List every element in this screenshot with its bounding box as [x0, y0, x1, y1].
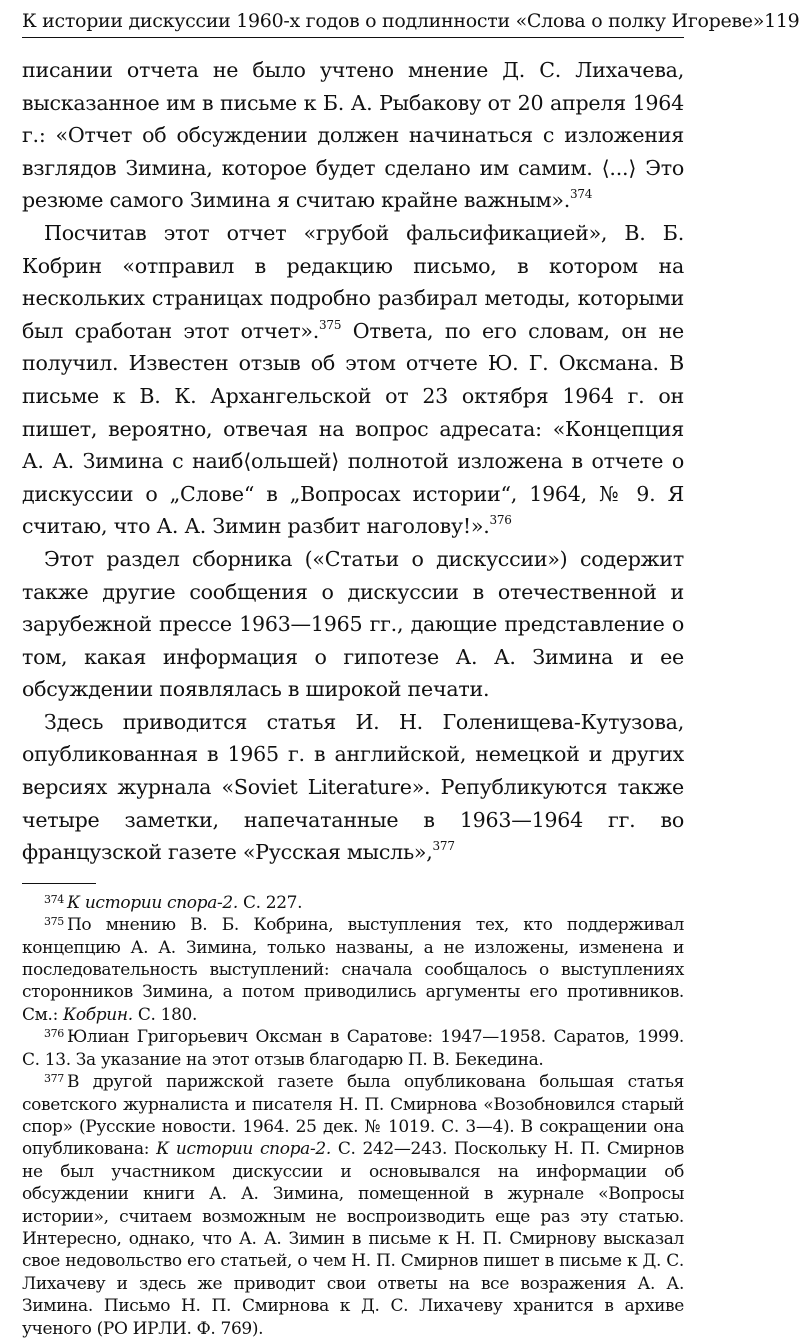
- footnote-italic: К истории спора-2.: [156, 1139, 331, 1160]
- footnote-text: С. 227.: [237, 892, 303, 913]
- footnote-375: [22, 914, 684, 1026]
- paragraph: [22, 54, 684, 217]
- footnote-italic: Кобрин.: [63, 1004, 133, 1025]
- footnote-number: 377: [44, 1072, 64, 1086]
- footnote-italic: К истории спора-2.: [66, 892, 238, 913]
- paragraph: [22, 706, 684, 869]
- footnote-text: С. 180.: [132, 1004, 198, 1025]
- footnotes: [22, 892, 684, 1340]
- running-head-title: К истории дискуссии 1960-х годов о подлинности «Слова о полку Игореве»: [22, 10, 765, 32]
- footnote-376: [22, 1026, 684, 1071]
- paragraph-text: Ответа, по его словам, он не получил. Известен отзыв об этом отчете Ю. Г. Оксмана. В письме к В. К. Архангельской от 23 октября 1964 г. он пишет, вероятно, отвечая на вопрос адресата: «Концепция А. А. Зимина с наиб⟨ольшей⟩ полнотой изложена в отчете о дискуссии о „Слове“ в „Вопросах истории“, 1964, № 9. Я считаю, что А. А. Зимин разбит наголову!».: [22, 318, 684, 539]
- footnote-number: 375: [44, 915, 64, 929]
- running-head: [22, 8, 799, 38]
- page-number: 119: [764, 10, 799, 32]
- footnote-ref[interactable]: 376: [489, 513, 512, 528]
- footnote-374: [22, 892, 684, 914]
- footnote-number: 374: [44, 892, 64, 906]
- book-page: [22, 8, 799, 1340]
- paragraph-text: Посчитав этот отчет «грубой фальсификацией», В. Б. Кобрин «отправил в редакцию письмо, в котором на нескольких страницах подробно разбирал методы, которыми был сработан этот отчет».: [22, 220, 684, 343]
- paragraph-text: Этот раздел сборника («Статьи о дискуссии») содержит также другие сообщения о дискуссии в отечественной и зарубежной прессе 1963—1965 гг., дающие представление о том, какая информация о гипотезе А. А. Зимина и ее обсуждении появлялась в широкой печати.: [22, 546, 684, 702]
- footnote-text: Юлиан Григорьевич Оксман в Саратове: 1947—1958. Саратов, 1999. С. 13. За указание на этот отзыв благодарю П. В. Бекедина.: [22, 1027, 684, 1070]
- footnote-ref[interactable]: 377: [432, 839, 455, 854]
- footnote-text: С. 242—243. Поскольку Н. П. Смирнов не был участником дискуссии и основывался на информации об обсуждении книги А. А. Зимина, помещенной в журнале «Вопросы истории», считаем возможным не воспроизводить еще раз эту статью. Интересно, однако, что А. А. Зимин в письме к Н. П. Смирнову высказал свое недовольство его статьей, о чем Н. П. Смирнов пишет в письме к Д. С. Лихачеву и здесь же приводит свои ответы на все возражения А. А. Зимина. Письмо Н. П. Смирнова к Д. С. Лихачеву хранится в архиве ученого (РО ИРЛИ. Ф. 769).: [22, 1139, 684, 1339]
- paragraph-text: Здесь приводится статья И. Н. Голенищева-Кутузова, опубликованная в 1965 г. в английской, немецкой и других версиях журнала «Soviet Literature». Републикуются также четыре заметки, напечатанные в 1963—1964 гг. во французской газете «Русская мысль»,: [22, 709, 684, 865]
- footnote-ref[interactable]: 375: [319, 317, 342, 332]
- paragraph-text: писании отчета не было учтено мнение Д. С. Лихачева, высказанное им в письме к Б. А. Рыбакову от 20 апреля 1964 г.: «Отчет об обсуждении должен начинаться с изложения взглядов Зимина, которое будет сделано им самим. ⟨...⟩ Это резюме самого Зимина я считаю крайне важным».: [22, 58, 684, 213]
- paragraph: [22, 543, 684, 706]
- paragraph: [22, 217, 684, 543]
- footnote-text: По мнению В. Б. Кобрина, выступления тех, кто поддерживал концепцию А. А. Зимина, только названы, а не изложены, изменена и последовательность выступлений: сначала сообщалось о выступлениях сторонников Зимина, а потом приводились аргументы его противников. См.:: [22, 915, 684, 1025]
- footnote-text: В другой парижской газете была опубликована большая статья советского журналиста и писателя Н. П. Смирнова «Возобновился старый спор» (Русские новости. 1964. 25 дек. № 1019. С. 3—4). В сокращении она опубликована:: [22, 1072, 684, 1160]
- footnote-number: 376: [44, 1027, 64, 1041]
- main-text: [22, 54, 684, 869]
- footnote-separator: [22, 883, 96, 884]
- footnote-377: [22, 1071, 684, 1340]
- footnote-ref[interactable]: 374: [570, 187, 593, 202]
